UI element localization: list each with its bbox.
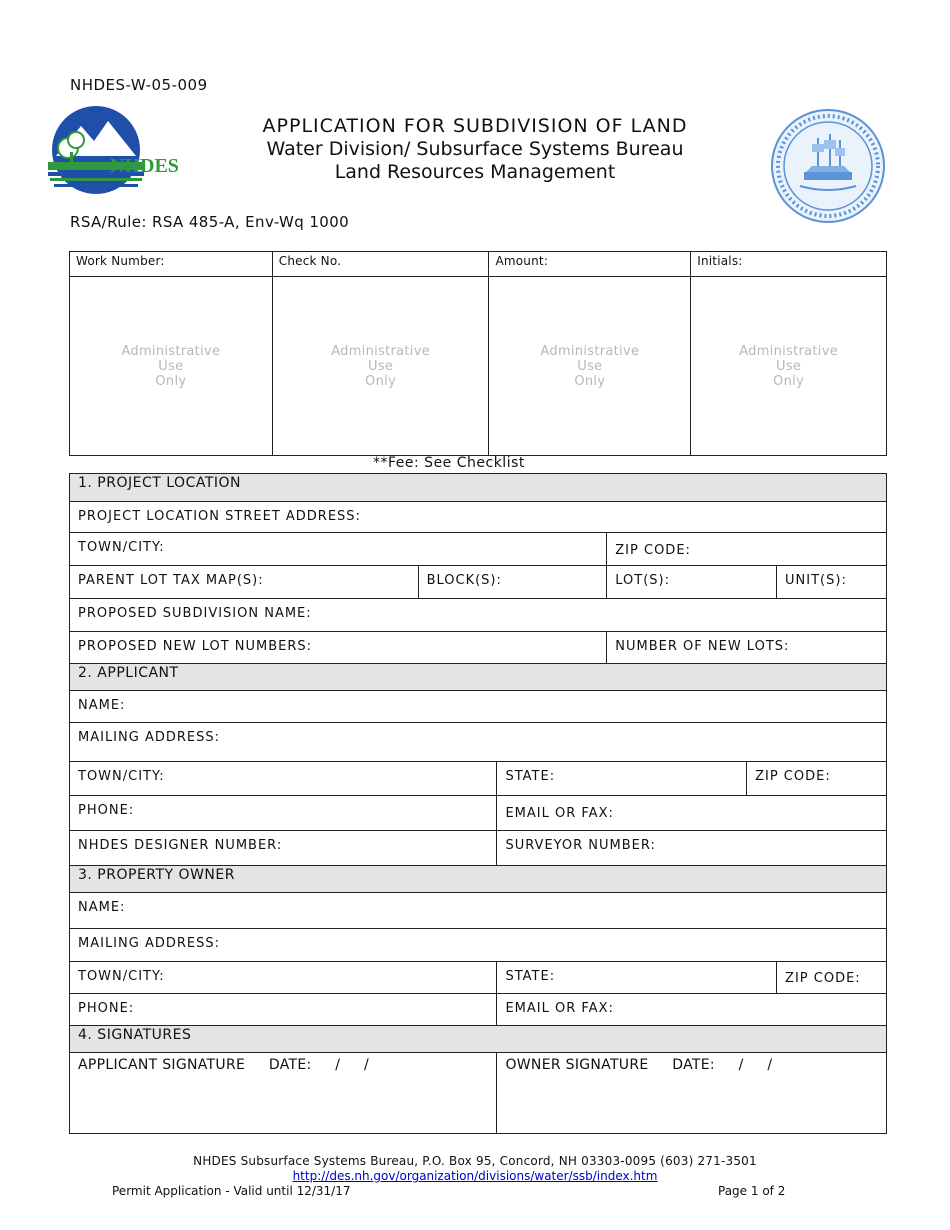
owner-mailing-field[interactable]: MAILING ADDRESS:	[70, 929, 887, 962]
check-number-field[interactable]	[272, 277, 489, 456]
owner-name-field[interactable]: NAME:	[70, 893, 887, 929]
applicant-phone-field[interactable]: PHONE:	[70, 796, 497, 831]
surveyor-number-field[interactable]: SURVEYOR NUMBER:	[497, 831, 887, 866]
applicant-email-field[interactable]: EMAIL OR FAX:	[497, 796, 887, 831]
unit-field[interactable]: UNIT(S):	[777, 566, 887, 599]
number-new-lots-field[interactable]: NUMBER OF NEW LOTS:	[607, 632, 887, 664]
section-project-location-title: 1. PROJECT LOCATION	[70, 474, 887, 502]
work-number-header: Work Number:	[70, 252, 273, 277]
block-field[interactable]: BLOCK(S):	[418, 566, 607, 599]
street-address-field[interactable]: PROJECT LOCATION STREET ADDRESS:	[70, 502, 887, 533]
tax-map-field[interactable]: PARENT LOT TAX MAP(S):	[70, 566, 419, 599]
applicant-state-field[interactable]: STATE:	[497, 762, 747, 796]
section-property-owner-title: 3. PROPERTY OWNER	[70, 866, 887, 893]
admin-placeholder-line: Use	[368, 358, 394, 374]
initials-header: Initials:	[691, 252, 887, 277]
subdivision-name-field[interactable]: PROPOSED SUBDIVISION NAME:	[70, 599, 887, 632]
footer-validity: Permit Application - Valid until 12/31/17	[112, 1184, 351, 1198]
admin-placeholder-line: Use	[577, 358, 603, 374]
admin-placeholder-line: Only	[574, 373, 606, 389]
designer-number-field[interactable]: NHDES DESIGNER NUMBER:	[70, 831, 497, 866]
footer-link[interactable]: http://des.nh.gov/organization/divisions/water/ssb/index.htm	[292, 1169, 658, 1183]
page-number: Page 1 of 2	[718, 1184, 786, 1198]
title-block	[225, 115, 725, 183]
applicant-mailing-field[interactable]: MAILING ADDRESS:	[70, 723, 887, 762]
admin-placeholder-line: Use	[776, 358, 802, 374]
section-applicant-title: 2. APPLICANT	[70, 664, 887, 691]
form-title: APPLICATION FOR SUBDIVISION OF LAND	[262, 115, 688, 137]
admin-placeholder-line: Administrative	[739, 343, 839, 359]
admin-placeholder-line: Only	[365, 373, 397, 389]
application-form	[69, 473, 887, 1134]
form-subtitle-management: Land Resources Management	[334, 160, 616, 183]
form-subtitle-division: Water Division/ Subsurface Systems Bureau	[266, 137, 684, 160]
admin-use-table	[69, 251, 887, 456]
applicant-town-field[interactable]: TOWN/CITY:	[70, 762, 497, 796]
owner-zip-field[interactable]: ZIP CODE:	[777, 962, 887, 994]
applicant-zip-field[interactable]: ZIP CODE:	[747, 762, 887, 796]
svg-text:NHDES: NHDES	[110, 155, 179, 177]
admin-placeholder-line: Only	[155, 373, 187, 389]
amount-field[interactable]	[489, 277, 691, 456]
fee-note: **Fee: See Checklist	[373, 455, 525, 471]
nhdes-logo	[46, 106, 184, 194]
work-number-field[interactable]	[70, 277, 273, 456]
admin-placeholder-line: Administrative	[540, 343, 640, 359]
admin-placeholder-line: Administrative	[331, 343, 431, 359]
owner-town-field[interactable]: TOWN/CITY:	[70, 962, 497, 994]
applicant-signature-field[interactable]: APPLICANT SIGNATURE DATE: / /	[70, 1053, 497, 1134]
owner-signature-field[interactable]: OWNER SIGNATURE DATE: / /	[497, 1053, 887, 1134]
state-seal	[770, 108, 886, 224]
initials-field[interactable]	[691, 277, 887, 456]
admin-placeholder-line: Only	[773, 373, 805, 389]
check-number-header: Check No.	[272, 252, 489, 277]
project-zip-field[interactable]: ZIP CODE:	[607, 533, 887, 566]
new-lot-numbers-field[interactable]: PROPOSED NEW LOT NUMBERS:	[70, 632, 607, 664]
admin-placeholder-line: Use	[158, 358, 184, 374]
owner-email-field[interactable]: EMAIL OR FAX:	[497, 994, 887, 1026]
footer-address: NHDES Subsurface Systems Bureau, P.O. Box 95, Concord, NH 03303-0095 (603) 271-3501	[193, 1154, 757, 1168]
section-signatures-title: 4. SIGNATURES	[70, 1026, 887, 1053]
owner-state-field[interactable]: STATE:	[497, 962, 777, 994]
admin-placeholder-line: Administrative	[121, 343, 221, 359]
owner-phone-field[interactable]: PHONE:	[70, 994, 497, 1026]
form-id: NHDES-W-05-009	[70, 76, 208, 94]
lot-field[interactable]: LOT(S):	[607, 566, 777, 599]
project-town-field[interactable]: TOWN/CITY:	[70, 533, 607, 566]
amount-header: Amount:	[489, 252, 691, 277]
applicant-name-field[interactable]: NAME:	[70, 691, 887, 723]
rsa-rule: RSA/Rule: RSA 485-A, Env-Wq 1000	[70, 213, 350, 231]
